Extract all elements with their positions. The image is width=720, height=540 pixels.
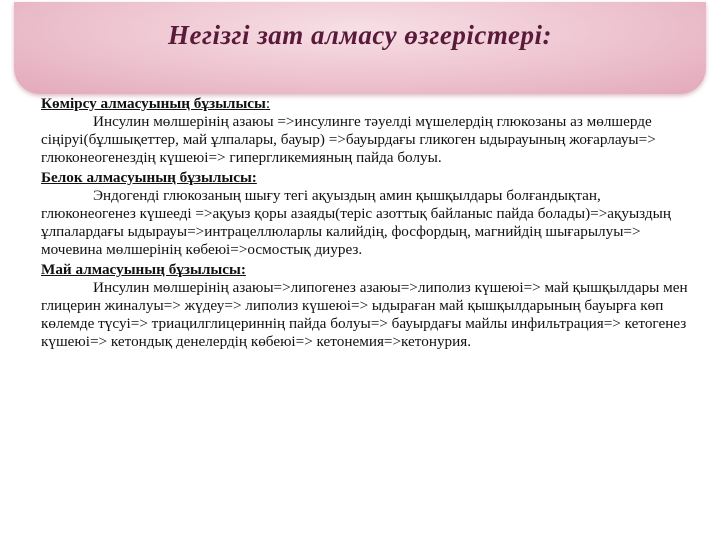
section-body-protein: Эндогенді глюкозаның шығу тегі ақуыздың амин қышқылдары болғандықтан, глюконеогенез күшееді =>ақуыз қоры азаяды(теріс азоттық байланыс пайда болады)=>ақуыздың ұлпалардағы ыдырауы=>интрацеллюларлы калийдің, фосфордың, магнийдің шығарылуы=> мочевина мөлшерінің көбеюі=>осмостық диурез. <box>41 187 671 258</box>
section-carbohydrate <box>41 95 689 167</box>
section-fat <box>41 261 689 351</box>
title-banner <box>14 2 706 94</box>
section-heading-protein: Белок алмасуының бұзылысы: <box>41 169 257 186</box>
slide-title: Негізгі зат алмасу өзгерістері: <box>168 20 552 50</box>
section-body-carbohydrate: Инсулин мөлшерінің азаюы =>инсулинге тәуелді мүшелердің глюкозаны аз мөлшерде сіңіруі(бұлшықеттер, май ұлпалары, бауыр) =>бауырдағы гликоген ыдырауының жоғарлауы=> глюконеогенездің күшеюі=> гипергликемияның пайда болуы. <box>41 113 656 166</box>
section-heading-carbohydrate <box>41 95 689 113</box>
section-body-fat: Инсулин мөлшерінің азаюы=>липогенез азаюы=>липолиз күшеюі=> май қышқылдары мен глицерин жиналуы=> жүдеу=> липолиз күшеюі=> ыдыраған май қышқылдарының бауырға көп көлемде түсуі=> триацилглицериннің пайда болуы=> бауырдағы майлы инфильтрация=> кетогенез күшеюі=> кетондық денелердің көбеюі=> кетонемия=>кетонурия. <box>41 279 688 350</box>
slide-content <box>41 95 689 353</box>
section-protein <box>41 169 689 259</box>
section-heading-text: Көмірсу алмасуының бұзылысы <box>41 95 266 112</box>
section-heading-colon: : <box>265 95 271 112</box>
section-heading-fat: Май алмасуының бұзылысы: <box>41 261 246 278</box>
